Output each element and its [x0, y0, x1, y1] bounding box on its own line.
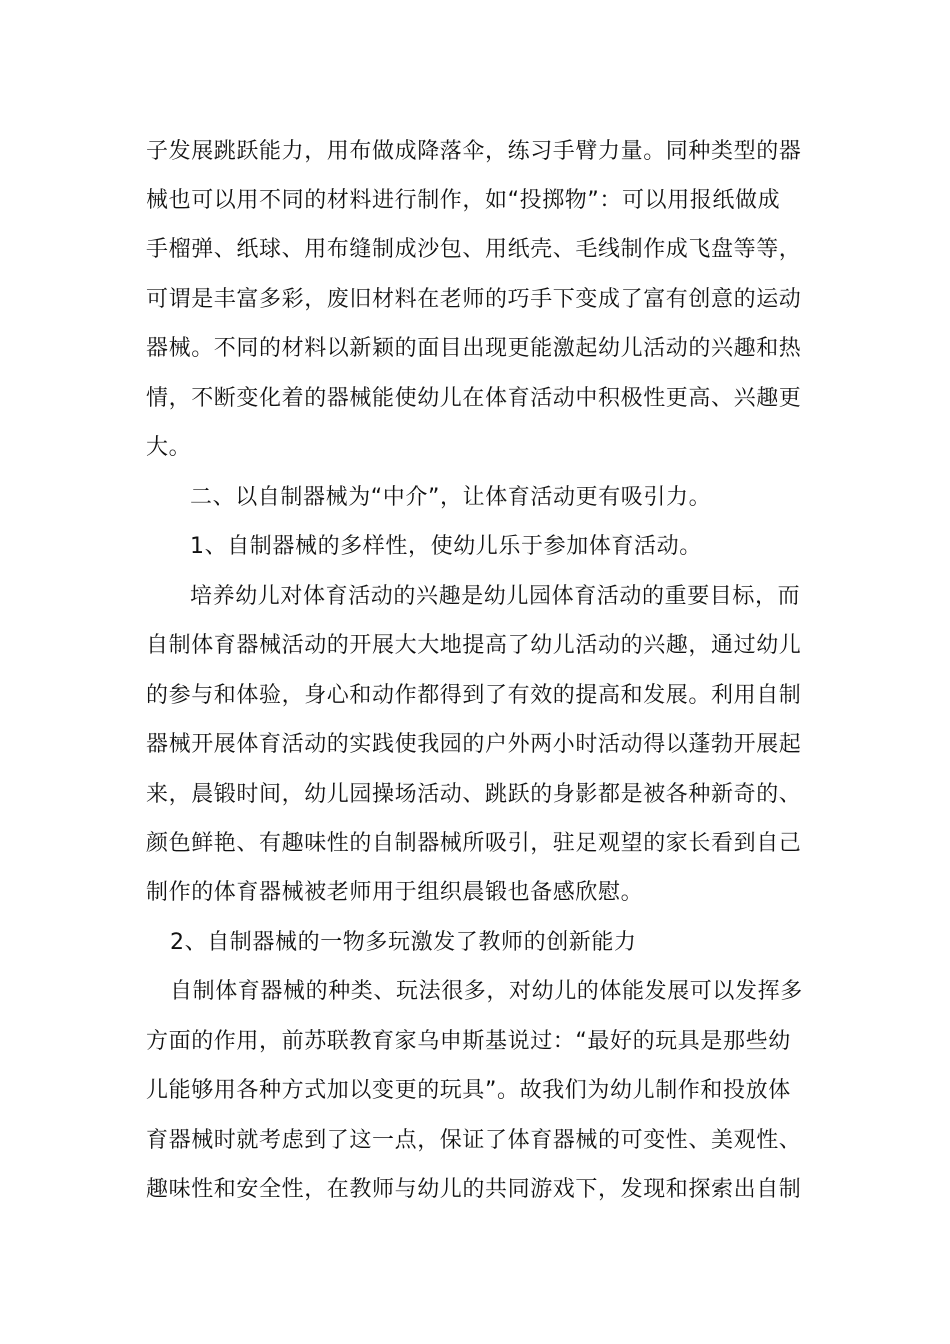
text-line: 自制体育器械活动的开展大大地提高了幼儿活动的兴趣，通过幼儿 — [146, 633, 802, 658]
text-line: 儿能够用各种方式加以变更的玩具”。故我们为幼儿制作和投放体 — [146, 1078, 791, 1103]
paragraph-first-line: 自制体育器械的种类、玩法很多，对幼儿的体能发展可以发挥多 — [170, 979, 803, 1004]
text-line: 器械开展体育活动的实践使我园的户外两小时活动得以蓬勃开展起 — [146, 732, 802, 757]
text-line: 来，晨锻时间，幼儿园操场活动、跳跃的身影都是被各种新奇的、 — [146, 782, 802, 807]
text-line: 械也可以用不同的材料进行制作，如“投掷物”：可以用报纸做成 — [146, 188, 781, 213]
text-line: 大。 — [146, 435, 192, 460]
subsection-heading: 1、自制器械的多样性，使幼儿乐于参加体育活动。 — [190, 534, 702, 559]
text-line: 子发展跳跃能力，用布做成降落伞，练习手臂力量。同种类型的器 — [146, 139, 802, 164]
text-line: 颜色鲜艳、有趣味性的自制器械所吸引，驻足观望的家长看到自己 — [146, 831, 802, 856]
text-line: 可谓是丰富多彩，废旧材料在老师的巧手下变成了富有创意的运动 — [146, 287, 802, 312]
text-line: 制作的体育器械被老师用于组织晨锻也备感欣慰。 — [146, 880, 644, 905]
text-line: 方面的作用，前苏联教育家乌申斯基说过：“最好的玩具是那些幼 — [146, 1029, 791, 1054]
paragraph-first-line: 培养幼儿对体育活动的兴趣是幼儿园体育活动的重要目标，而 — [190, 584, 801, 609]
text-line: 趣味性和安全性，在教师与幼儿的共同游戏下，发现和探索出自制 — [146, 1177, 802, 1202]
text-line: 育器械时就考虑到了这一点，保证了体育器械的可变性、美观性、 — [146, 1128, 802, 1153]
text-line: 的参与和体验，身心和动作都得到了有效的提高和发展。利用自制 — [146, 683, 802, 708]
text-line: 情，不断变化着的器械能使幼儿在体育活动中积极性更高、兴趣更 — [146, 386, 802, 411]
text-line: 器械。不同的材料以新颖的面目出现更能激起幼儿活动的兴趣和热 — [146, 336, 802, 361]
subsection-heading: 2、自制器械的一物多玩激发了教师的创新能力 — [170, 930, 637, 955]
text-line: 手榴弹、纸球、用布缝制成沙包、用纸壳、毛线制作成飞盘等等， — [146, 237, 802, 262]
section-heading: 二、以自制器械为“中介”，让体育活动更有吸引力。 — [190, 485, 712, 510]
